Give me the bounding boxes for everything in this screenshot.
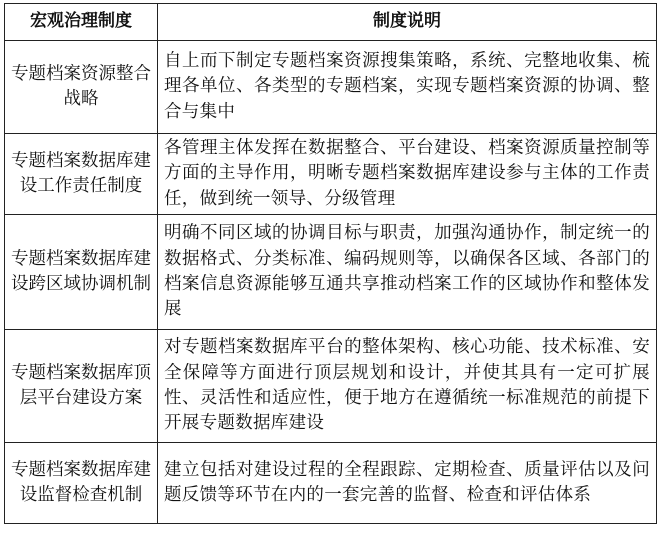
system-description: 建立包括对建设过程的全程跟踪、定期检查、质量评估以及问题反馈等环节在内的一套完善的监督、检查和评估体系 xyxy=(158,443,657,524)
system-description: 明确不同区域的协调目标与职责，加强沟通协作，制定统一的数据格式、分类标准、编码规则等，以确保各区域、各部门的档案信息资源能够互通共享推动档案工作的区域协作和整体发展 xyxy=(158,215,657,330)
system-name: 专题档案资源整合战略 xyxy=(5,41,158,134)
system-name: 专题档案数据库建设跨区域协调机制 xyxy=(5,215,158,330)
table-row xyxy=(5,41,657,134)
table-row xyxy=(5,215,657,330)
system-name: 专题档案数据库建设工作责任制度 xyxy=(5,134,158,215)
system-description: 对专题档案数据库平台的整体架构、核心功能、技术标准、安全保障等方面进行顶层规划和设计，并使其具有一定可扩展性、灵活性和适应性，便于地方在遵循统一标准规范的前提下开展专题数据库建设 xyxy=(158,330,657,443)
governance-table xyxy=(4,3,657,524)
system-description: 自上而下制定专题档案资源搜集策略，系统、完整地收集、梳理各单位、各类型的专题档案，实现专题档案资源的协调、整合与集中 xyxy=(158,41,657,134)
system-name: 专题档案数据库建设监督检查机制 xyxy=(5,443,158,524)
table-row xyxy=(5,134,657,215)
header-description: 制度说明 xyxy=(158,4,657,41)
system-description: 各管理主体发挥在数据整合、平台建设、档案资源质量控制等方面的主导作用，明晰专题档案数据库建设参与主体的工作责任，做到统一领导、分级管理 xyxy=(158,134,657,215)
table-row xyxy=(5,330,657,443)
system-name: 专题档案数据库顶层平台建设方案 xyxy=(5,330,158,443)
header-row xyxy=(5,4,657,41)
header-system: 宏观治理制度 xyxy=(5,4,158,41)
table-row xyxy=(5,443,657,524)
